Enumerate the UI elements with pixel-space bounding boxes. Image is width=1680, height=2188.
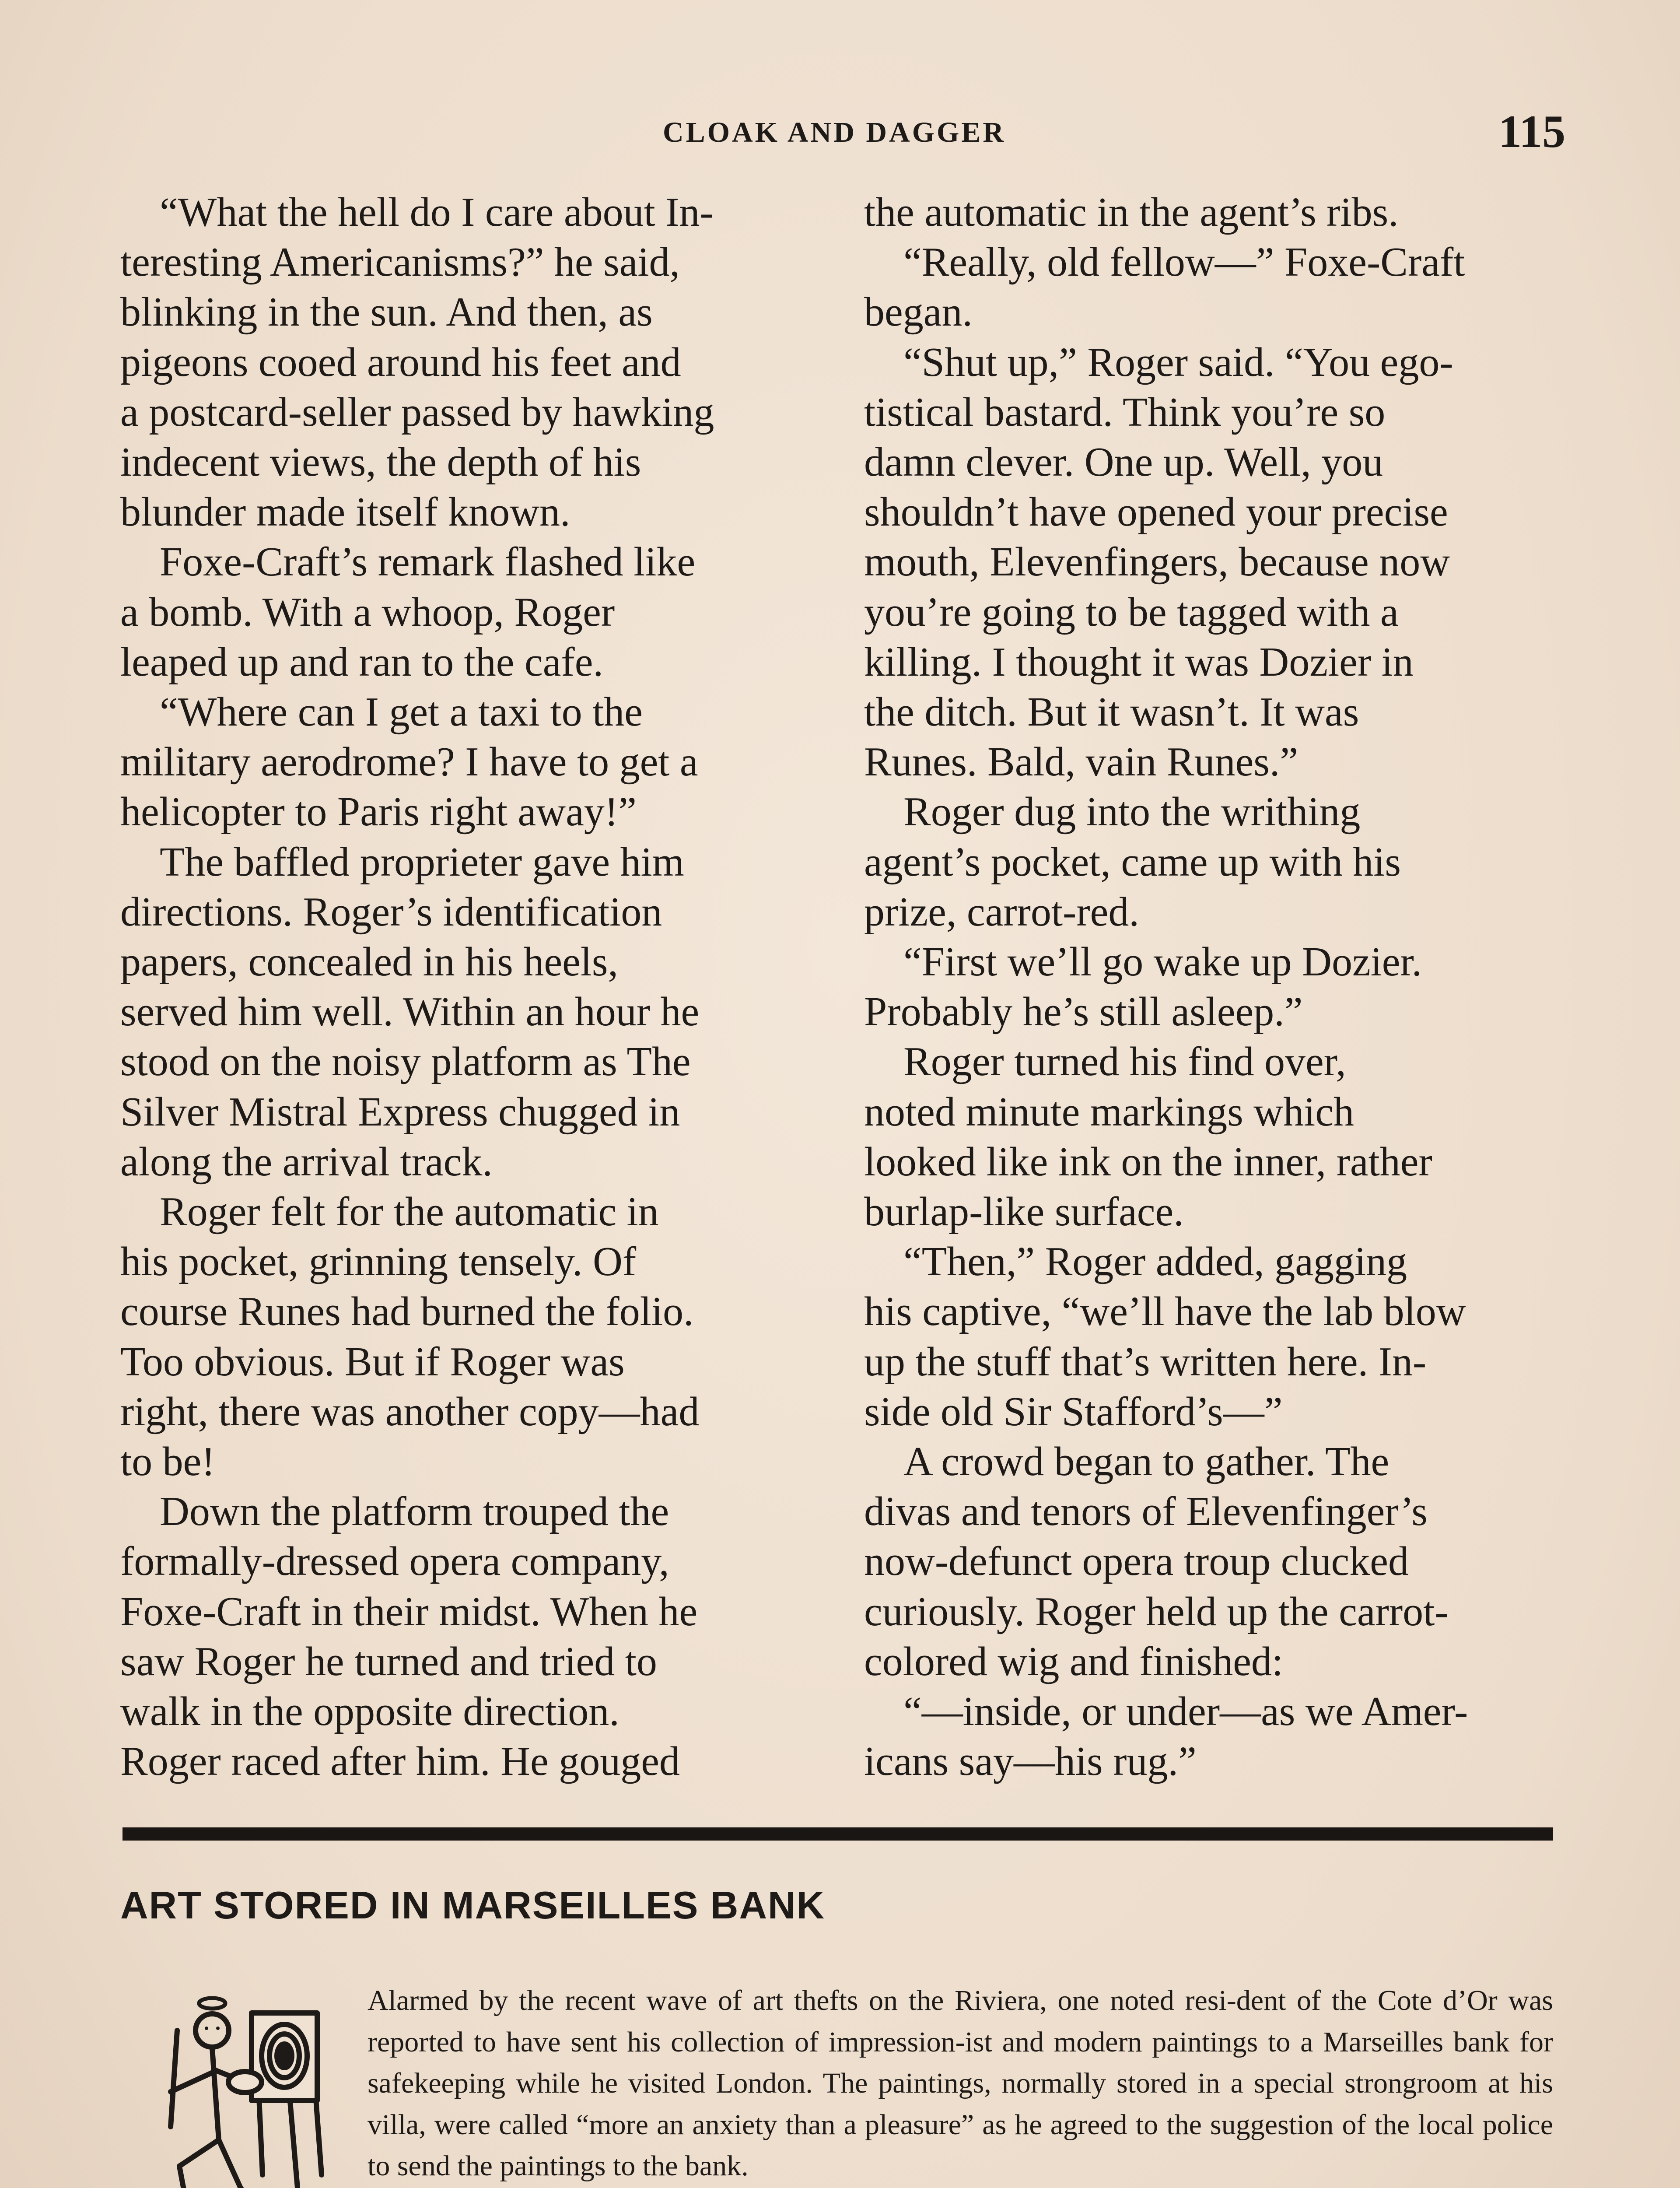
story-paragraph: Roger felt for the automatic in his pocket, grinning tensely. Of course Runes had burned the folio. Too obvious. But if Roger was right, there was another copy—had to be!: [120, 1189, 700, 1485]
story-paragraph: “Really, old fellow—” Foxe-Craft began.: [864, 239, 1465, 335]
story-paragraph: Down the platform trouped the formally-dressed opera company, Foxe-Craft in their midst. When he saw Roger he turned and tried to walk in the opposite direction. Roger raced after him. He gouged: [120, 1489, 698, 1785]
story-paragraph: Foxe-Craft’s remark flashed like a bomb. With a whoop, Roger leaped up and ran to the cafe.: [120, 539, 696, 685]
story-paragraph: A crowd began to gather. The divas and tenors of Elevenfinger’s now-defunct opera troup clucked curiously. Roger held up the carrot- colored wig and finished:: [864, 1439, 1449, 1684]
story-paragraph: “Shut up,” Roger said. “You ego- tistical bastard. Think you’re so damn clever. One up. Well, you shouldn’t have opened your precise mouth, Elevenfingers, because now you’re going to be tagged with a killing. I thought it was Dozier in the ditch. But it wasn’t. It was Runes. Bald, vain Runes.”: [864, 339, 1453, 785]
painter-stick-figure-icon: [153, 1982, 337, 2188]
sidebar-article-text: Alarmed by the recent wave of art thefts on the Riviera, one noted resi-dent of the Cote d’Or was reported to have sent his collection of impression-ist and modern paintings to a Marseilles bank for safekeeping while he visited London. The paintings, normally stored in a special strongroom at his villa, were called “more an anxiety than a pleasure” as he agreed to the suggestion of the local police to send the paintings to the bank.: [368, 1985, 1553, 2182]
story-right-column: [864, 187, 1558, 1787]
running-title: CLOAK AND DAGGER: [663, 116, 1006, 148]
story-left-column: [120, 187, 814, 1787]
story-paragraph: “First we’ll go wake up Dozier. Probably he’s still asleep.”: [864, 939, 1422, 1035]
sidebar-title: ART STORED IN MARSEILLES BANK: [120, 1883, 826, 1927]
story-paragraph: “What the hell do I care about In- teresting Americanisms?” he said, blinking in the sun. And then, as pigeons cooed around his feet and a postcard-seller passed by hawking indecent views, the depth of his blunder made itself known.: [120, 189, 714, 535]
story-paragraph: Roger turned his find over, noted minute markings which looked like ink on the inner, rather burlap-like surface.: [864, 1039, 1432, 1235]
story-paragraph-continued: the automatic in the agent’s ribs.: [864, 189, 1399, 235]
page-number: 115: [1498, 106, 1566, 157]
section-divider-rule: [122, 1827, 1553, 1841]
story-paragraph: “Then,” Roger added, gagging his captive, “we’ll have the lab blow up the stuff that’s written here. In- side old Sir Stafford’s—”: [864, 1239, 1466, 1434]
story-paragraph: “—inside, or under—as we Amer- icans say—his rug.”: [864, 1689, 1468, 1785]
story-paragraph: The baffled proprieter gave him directions. Roger’s identification papers, concealed in his heels, served him well. Within an hour he stood on the noisy platform as The Silver Mistral Express chugged in along the arrival track.: [120, 839, 700, 1185]
story-paragraph: “Where can I get a taxi to the military aerodrome? I have to get a helicopter to Paris right away!”: [120, 689, 698, 835]
story-paragraph: Roger dug into the writhing agent’s pocket, came up with his prize, carrot-red.: [864, 789, 1401, 935]
